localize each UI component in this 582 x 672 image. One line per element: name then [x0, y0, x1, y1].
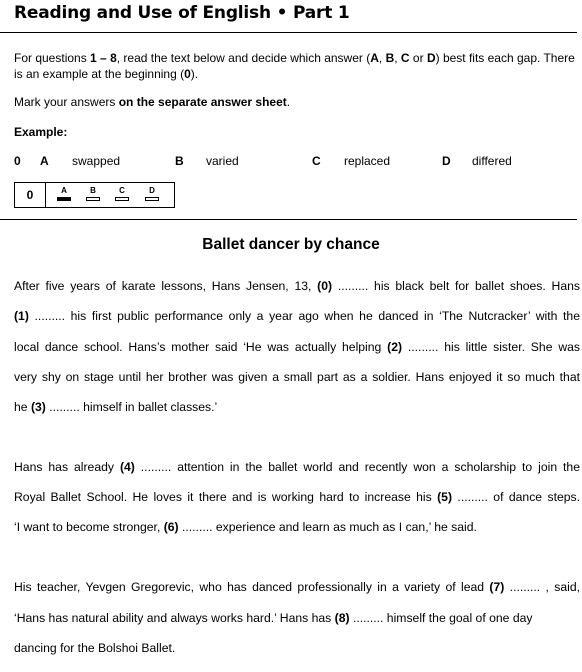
example-option-word: differed [472, 154, 512, 168]
article-text: ‘I want to become stronger, [14, 520, 164, 534]
article-text: ......... his black belt for ballet shoes. Hans [332, 279, 580, 293]
example-option-word: swapped [72, 154, 121, 168]
instructions-text: ) best fits each gap. There is an example at the beginning ( [14, 51, 575, 81]
section-divider [0, 219, 577, 220]
article-text: ......... of dance steps. [452, 490, 580, 504]
article-text: ......... , said, [504, 580, 580, 594]
article-text: very shy on stage until her brother was given a small part as a soldier. Hans enjoyed it so much that [14, 370, 580, 384]
answer-bubble [145, 197, 159, 201]
article-text: ......... attention in the ballet world and recently won a scholarship to join the [134, 460, 580, 474]
article-text: Royal Ballet School. He loves it there and is working hard to increase his [14, 490, 438, 504]
article-line [14, 460, 580, 474]
gap-number: (3) [30, 400, 46, 414]
option-letter: C [400, 51, 410, 65]
example-label: Example: [14, 125, 68, 139]
article-text: ‘Hans has natural ability and always works hard.’ Hans has [14, 611, 335, 625]
article-line [14, 580, 580, 594]
example-option-word: varied [206, 154, 239, 168]
option-letter: D [426, 51, 436, 65]
gap-number: (5) [437, 490, 453, 504]
example-option-word: replaced [344, 154, 391, 168]
gap-number: (7) [489, 580, 505, 594]
example-option-letter: C [312, 154, 321, 168]
page-title: Reading and Use of English • Part 1 [14, 3, 350, 23]
article-text: Hans has already [14, 460, 120, 474]
example-ref: 0 [184, 67, 191, 81]
option-letter: A [370, 51, 379, 65]
article-line [14, 279, 580, 293]
answer-sheet-instruction: Mark your answers on the separate answer sheet. [14, 95, 291, 109]
answer-grid-option-b: B [86, 186, 100, 201]
question-range: 1 – 8 [90, 51, 117, 65]
gap-number: (6) [163, 520, 179, 534]
article-text: His teacher, Yevgen Gregorevic, who has danced professionally in a variety of lead [14, 580, 490, 594]
article-text: ......... himself in ballet classes.’ [45, 400, 218, 414]
answer-bubble [86, 197, 100, 201]
article-line [14, 309, 580, 323]
article-text: ......... experience and learn as much as I can,’ he said. [178, 520, 477, 534]
option-letter: B [385, 51, 395, 65]
article-line [14, 611, 580, 625]
instructions-text: , read the text below and decide which answer ( [116, 51, 371, 65]
answer-grid-option-a: A [57, 186, 71, 201]
example-option-letter: B [175, 154, 184, 168]
article-title: Ballet dancer by chance [202, 236, 380, 253]
answer-grid-number: 0 [15, 183, 46, 207]
article-line [14, 370, 580, 384]
example-option-letter: A [40, 154, 49, 168]
example-answer-grid [14, 182, 175, 208]
gap-number: (8) [334, 611, 350, 625]
instructions-text: For questions [14, 51, 91, 65]
answer-grid-option-c: C [115, 186, 129, 201]
article-text: dancing for the Bolshoi Ballet. [14, 641, 176, 655]
gap-number: (0) [317, 279, 333, 293]
article-text: After five years of karate lessons, Hans Jensen, 13, [14, 279, 318, 293]
example-option-letter: D [442, 154, 451, 168]
article-text: local dance school. Hans’s mother said ‘He was actually helping [14, 340, 388, 354]
article-line [14, 641, 580, 655]
instructions: For questions 1 – 8, read the text below and decide which answer (A, B, C or D) best fits each gap. There is an example at the beginning (0). [14, 51, 575, 81]
answer-grid-option-d: D [145, 186, 159, 201]
gap-number: (1) [14, 309, 29, 323]
article-line [14, 400, 580, 414]
article-line [14, 490, 580, 504]
article-line [14, 340, 580, 354]
article-text: ......... himself the goal of one day [349, 611, 533, 625]
article-text: he [14, 400, 31, 414]
gap-number: (4) [119, 460, 135, 474]
gap-number: (2) [387, 340, 403, 354]
top-divider [0, 32, 577, 33]
example-number: 0 [14, 154, 21, 168]
answer-bubble-filled [57, 197, 71, 201]
answer-bubble [115, 197, 129, 201]
article-line [14, 520, 580, 534]
article-text: ......... his little sister. She was [402, 340, 580, 354]
article-text: ......... his first public performance only a year ago when he danced in ‘The Nutcracker’ with the [28, 309, 580, 323]
